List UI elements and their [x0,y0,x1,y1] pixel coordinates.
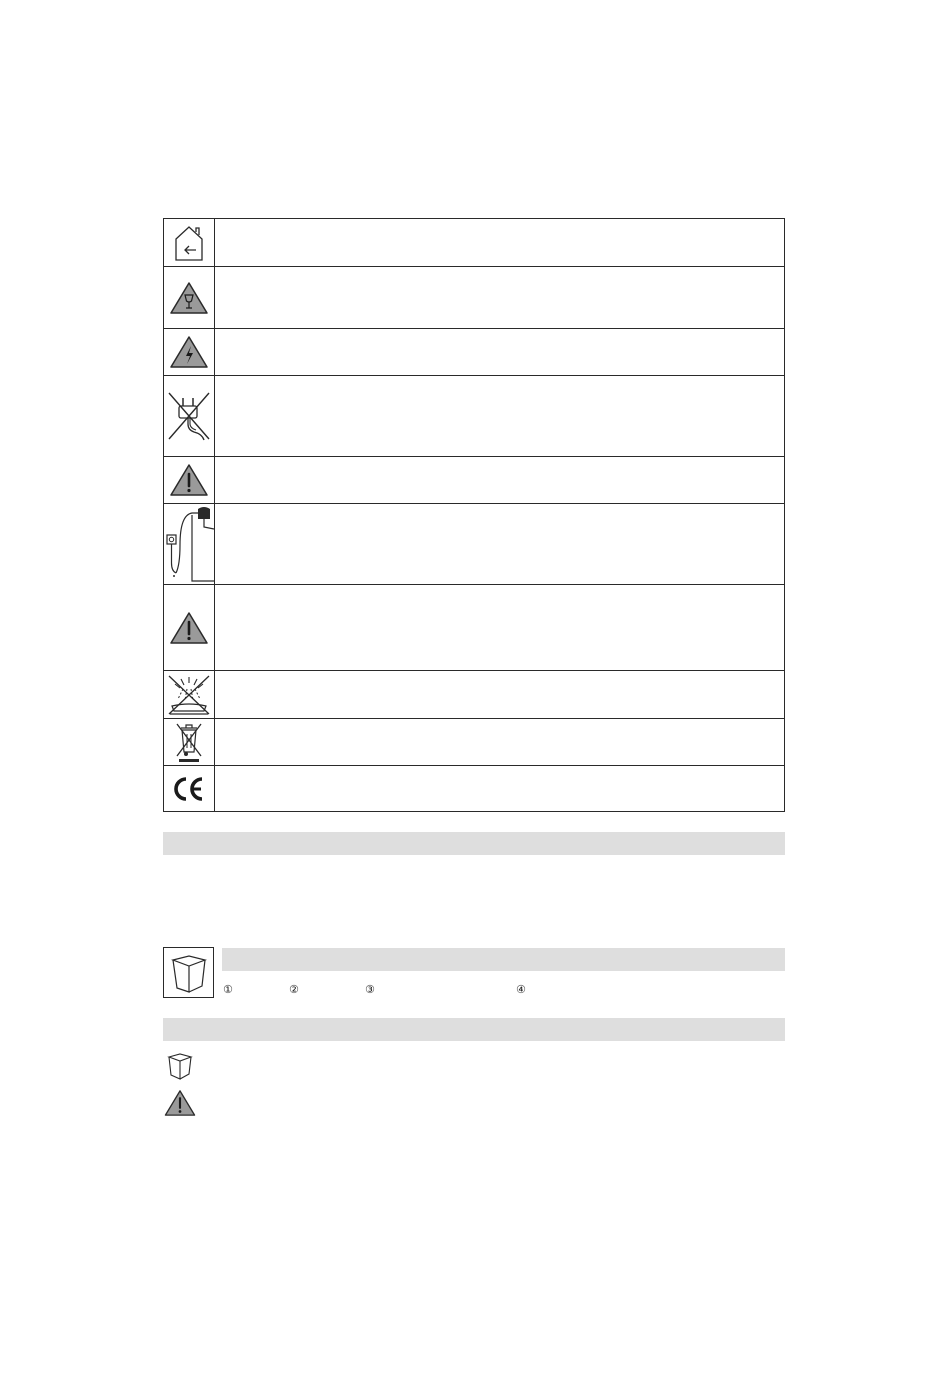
symbol-row [164,503,784,584]
package-item-number: ① [223,983,233,996]
symbol-description [215,219,784,266]
weee-crossed-bin-icon [164,719,215,765]
symbol-row [164,328,784,375]
symbol-row [164,718,784,765]
package-item-number: ④ [516,983,526,996]
symbol-description [215,504,784,584]
symbol-description [215,719,784,765]
symbol-description [215,376,784,456]
indoor-use-icon [164,219,215,266]
symbol-row [164,584,784,670]
symbol-row [164,670,784,718]
symbol-row [164,375,784,456]
package-contents-list [223,983,783,997]
general-warning-icon [164,585,215,670]
ce-mark-icon [164,766,215,811]
package-box-icon [163,947,214,998]
general-warning-icon [164,457,215,503]
appliance-plug-cord-icon [164,504,215,584]
box-small-icon [166,1051,194,1085]
symbol-description [215,457,784,503]
section-header-bar [163,832,785,855]
electric-hazard-icon [164,329,215,375]
symbol-row [164,765,784,811]
symbol-description [215,329,784,375]
no-water-spray-icon [164,671,215,718]
symbol-table [163,218,785,812]
symbol-description [215,267,784,328]
package-item-number: ③ [365,983,375,996]
package-contents-bar [222,948,785,971]
general-warning-icon [163,1088,197,1122]
do-not-unplug-icon [164,376,215,456]
section-header-bar [163,1018,785,1041]
symbol-description [215,671,784,718]
symbol-row [164,266,784,328]
symbol-description [215,766,784,811]
symbol-row [164,456,784,503]
glass-fragile-warning-icon [164,267,215,328]
package-item-number: ② [289,983,299,996]
symbol-description [215,585,784,670]
symbol-row [164,219,784,266]
